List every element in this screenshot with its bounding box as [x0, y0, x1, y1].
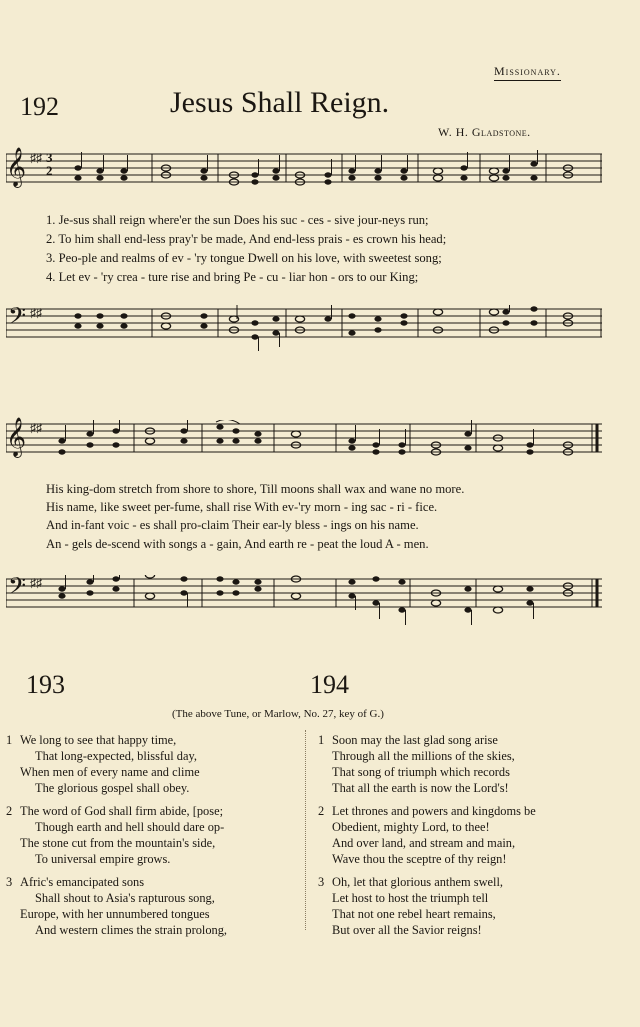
hymn-194-number: 194	[310, 670, 349, 699]
column-divider	[305, 730, 307, 930]
bass-key-signature-2: ♯♯	[30, 576, 42, 590]
lyrics-192-s1-verse3: 3. Peo-ple and realms of ev - 'ry tongue Dwell on his love, with sweetest song;	[46, 251, 442, 265]
bass-key-signature-1: ♯♯	[30, 306, 42, 320]
hymn-192-number: 192	[20, 92, 59, 121]
verse-line: The stone cut from the mountain's side,	[20, 836, 216, 850]
verse-line: That not one rebel heart remains,	[332, 907, 496, 921]
verse-number: 1	[6, 733, 13, 747]
lyrics-192-s2-verse4: An - gels de-scend with songs a - gain, And earth re - peat the loud A - men.	[46, 537, 429, 551]
lyrics-192-s1-verse1: 1. Je-sus shall reign where'er the sun Does his suc - ces - sive jour-neys run;	[46, 213, 429, 227]
verse-line: We long to see that happy time,	[20, 733, 177, 747]
verse-line: Through all the millions of the skies,	[332, 749, 515, 763]
verse-line: Let thrones and powers and kingdoms be	[332, 804, 536, 818]
time-sig-top-1: 3	[46, 150, 53, 165]
lyrics-192-s1-verse4: 4. Let ev - 'ry crea - ture rise and bring Pe - cu - liar hon - ors to our King;	[46, 270, 419, 284]
notes-bass-2	[6, 575, 602, 625]
verse-line: Afric's emancipated sons	[20, 875, 145, 889]
key-signature-2: ♯♯	[30, 421, 42, 435]
hymn-192-title: Jesus Shall Reign.	[170, 86, 390, 119]
verse-line: That song of triumph which records	[332, 765, 510, 779]
hymn-193-number: 193	[26, 670, 65, 699]
verse-line: To universal empire grows.	[35, 852, 171, 866]
verse-number: 2	[318, 804, 325, 818]
verse-line: And over land, and stream and main,	[332, 836, 516, 850]
verse-line: And western climes the strain prolong,	[35, 923, 228, 937]
notes-treble-2	[6, 420, 602, 460]
verse-number: 3	[6, 875, 13, 889]
lyrics-192-s2-verse2: His name, like sweet per-fume, shall rise With ev-'ry morn - ing sac - ri - fice.	[46, 500, 438, 514]
section-heading: Missionary.	[494, 64, 561, 81]
verse-line: Shall shout to Asia's rapturous song,	[35, 891, 215, 905]
lyrics-192-s2-verse1: His king-dom stretch from shore to shore, Till moons shall wax and wane no more.	[46, 482, 465, 496]
tune-annotation: (The above Tune, or Marlow, No. 27, key of G.)	[172, 708, 384, 720]
composer-credit: W. H. Gladstone.	[438, 125, 531, 139]
verse-line: Though earth and hell should dare op-	[35, 820, 225, 834]
treble-clef-2: 𝄞	[6, 419, 27, 456]
verse-line: But over all the Savior reigns!	[332, 923, 482, 937]
lyrics-192-s2-verse3: And in-fant voic - es shall pro-claim Their ear-ly bless - ings on his name.	[46, 518, 419, 532]
bass-clef-2: 𝄢	[8, 574, 27, 605]
bass-clef-1: 𝄢	[8, 304, 27, 335]
verse-line: Europe, with her unnumbered tongues	[20, 907, 210, 921]
verse-number: 2	[6, 804, 13, 818]
verse-line: Obedient, mighty Lord, to thee!	[332, 820, 490, 834]
verse-line: When men of every name and clime	[20, 765, 200, 779]
verse-line: The word of God shall firm abide, [pose;	[20, 804, 224, 818]
verse-line: That long-expected, blissful day,	[35, 749, 197, 763]
verse-line: Wave thou the sceptre of thy reign!	[332, 852, 507, 866]
treble-clef-1: 𝄞	[6, 149, 27, 186]
verse-number: 1	[318, 733, 325, 747]
verse-line: Soon may the last glad song arise	[332, 733, 498, 747]
lyrics-192-s1-verse2: 2. To him shall end-less pray'r be made, And end-less prais - es crown his head;	[46, 232, 447, 246]
time-sig-bottom-1: 2	[46, 163, 53, 178]
verse-line: The glorious gospel shall obey.	[35, 781, 190, 795]
verse-number: 3	[318, 875, 325, 889]
key-signature-1: ♯♯	[30, 151, 42, 165]
notes-treble-1	[6, 150, 602, 190]
verse-line: Oh, let that glorious anthem swell,	[332, 875, 504, 889]
verse-line: That all the earth is now the Lord's!	[332, 781, 509, 795]
verse-line: Let host to host the triumph tell	[332, 891, 489, 905]
notes-bass-1	[6, 305, 602, 355]
